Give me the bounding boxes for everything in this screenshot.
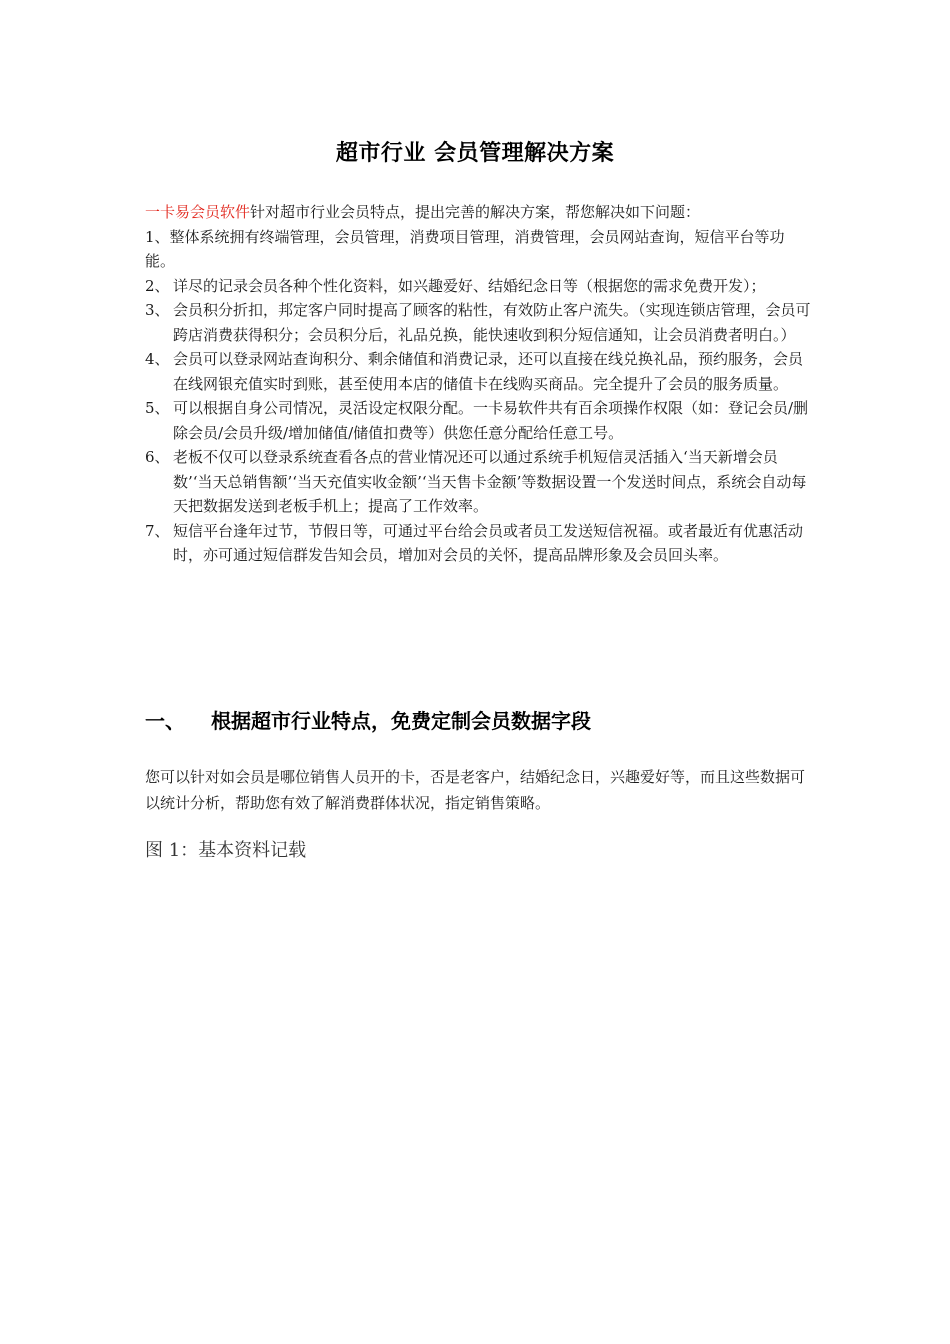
section-paragraph: 您可以针对如会员是哪位销售人员开的卡，否是老客户，结婚纪念日，兴趣爱好等，而且这些数据可以统计分析，帮助您有效了解消费群体状况，指定销售策略。: [145, 768, 806, 812]
intro-text: 针对超市行业会员特点，提出完善的解决方案，帮您解决如下问题：: [250, 203, 701, 221]
list-item-text: 老板不仅可以登录系统查看各点的营业情况还可以通过系统手机短信灵活插入‘当天新增会员数’‘当天总销售额’‘当天充值实收金额’‘当天售卡金额’等数据设置一个发送时间点，系统会自动每天把数据发送到老板手机上；提高了工作效率。: [173, 448, 807, 515]
intro-paragraph: [145, 200, 813, 225]
list-item: [145, 274, 813, 299]
list-item-text: 详尽的记录会员各种个性化资料，如兴趣爱好、结婚纪念日等（根据您的需求免费开发）；: [173, 276, 766, 295]
list-item-number: 1、: [145, 227, 170, 246]
list-item-text: 整体系统拥有终端管理，会员管理，消费项目管理，消费管理，会员网站查询，短信平台等功能。: [145, 227, 785, 270]
list-item: [145, 519, 813, 568]
list-item-number: 5、: [145, 399, 170, 417]
brand-name: 一卡易会员软件: [145, 203, 251, 221]
list-item: [145, 347, 813, 396]
section-number: 一、: [145, 709, 185, 733]
list-item-text: 会员积分折扣，邦定客户同时提高了顾客的粘性，有效防止客户流失。（实现连锁店管理，会员可跨店消费获得积分；会员积分后，礼品兑换，能快速收到积分短信通知，让会员消费者明白。）: [173, 301, 811, 344]
intro-section: [145, 200, 813, 568]
list-item: [145, 445, 813, 519]
list-item-text: 可以根据自身公司情况，灵活设定权限分配。一卡易软件共有百余项操作权限（如：登记会员/删除会员/会员升级/增加储值/储值扣费等）供您任意分配给任意工号。: [173, 399, 809, 442]
list-item-number: 4、: [145, 350, 170, 368]
list-item-number: 3、: [145, 301, 170, 319]
list-item: [145, 298, 813, 347]
list-item-number: 7、: [145, 521, 170, 540]
document-title: 超市行业 会员管理解决方案: [335, 141, 615, 166]
list-item-number: 6、: [145, 448, 170, 466]
list-item: [145, 225, 813, 274]
list-item-text: 短信平台逢年过节，节假日等，可通过平台给会员或者员工发送短信祝福。或者最近有优惠活动时，亦可通过短信群发告知会员，增加对会员的关怀，提高品牌形象及会员回头率。: [173, 521, 804, 564]
list-item-number: 2、: [145, 276, 170, 295]
section-heading: [145, 705, 591, 734]
list-item: [145, 396, 813, 445]
figure-caption: 图 1：基本资料记载: [145, 840, 307, 861]
list-item-text: 会员可以登录网站查询积分、剩余储值和消费记录，还可以直接在线兑换礼品，预约服务，会员在线网银充值实时到账，甚至使用本店的储值卡在线购买商品。完全提升了会员的服务质量。: [173, 350, 804, 393]
section-title: 根据超市行业特点，免费定制会员数据字段: [211, 709, 591, 733]
